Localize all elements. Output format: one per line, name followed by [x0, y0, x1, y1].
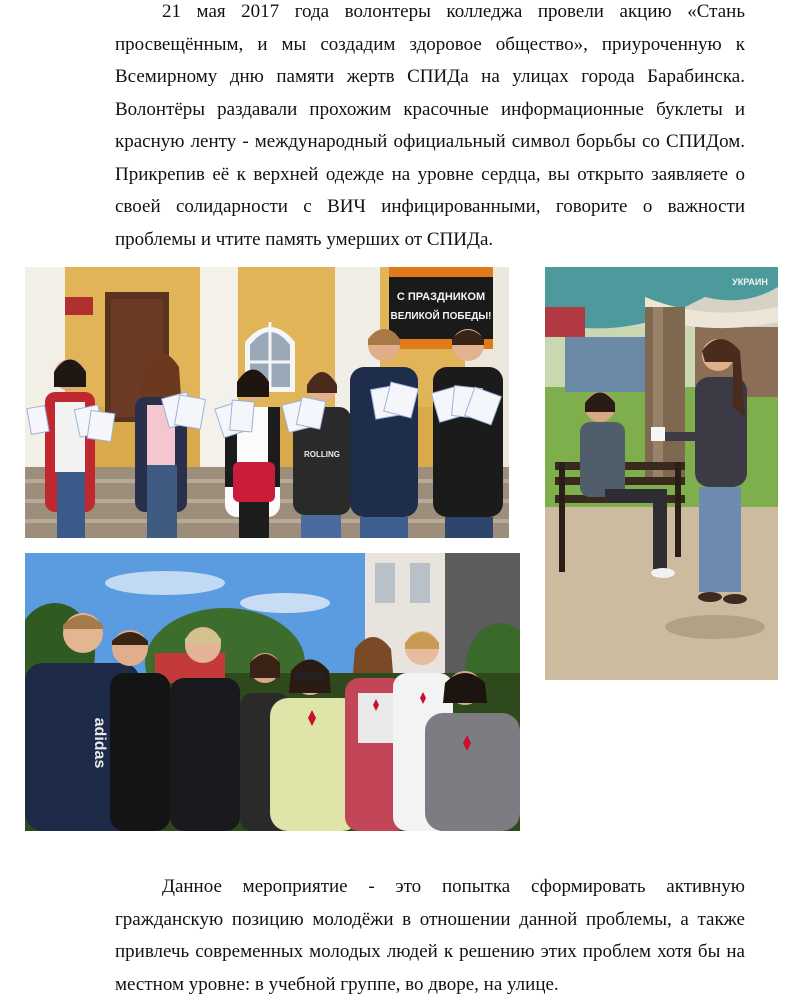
photo-bench-outreach: [545, 267, 778, 680]
banner-line-2: ВЕЛИКОЙ ПОБЕДЫ!: [390, 311, 492, 322]
shirt-text: ROLLING: [304, 450, 340, 459]
photo-volunteers-building: [25, 267, 509, 538]
sign-text: УКРАИН: [732, 277, 768, 287]
photo-group-red-ribbons: [25, 553, 520, 831]
closing-paragraph: Данное мероприятие - это попытка сформировать активную гражданскую позицию молодёжи в отношении данной проблемы, а также привлечь современных молодых людей к решению этих проблем хотя бы на местном уровне: в учебной группе, во дворе, на улице.: [115, 876, 745, 995]
banner-line-1: С ПРАЗДНИКОМ: [396, 291, 486, 303]
intro-paragraph: 21 мая 2017 года волонтеры колледжа провели акцию «Стань просвещённым, и мы создадим здоровое общество», приуроченную к Всемирному дню памяти жертв СПИДа на улицах города Барабинска. Волонтёры раздавали прохожим красочные информационные буклеты и красную ленту - международный официальный символ борьбы со СПИДом. Прикрепив её к верхней одежде на уровне сердца, вы открыто заявляете о своей солидарности с ВИЧ инфицированными, говорите о важности проблемы и чтите память умерших от СПИДа.: [115, 1, 745, 250]
shirt-text: adidas: [91, 717, 108, 769]
person-2: [135, 353, 187, 538]
